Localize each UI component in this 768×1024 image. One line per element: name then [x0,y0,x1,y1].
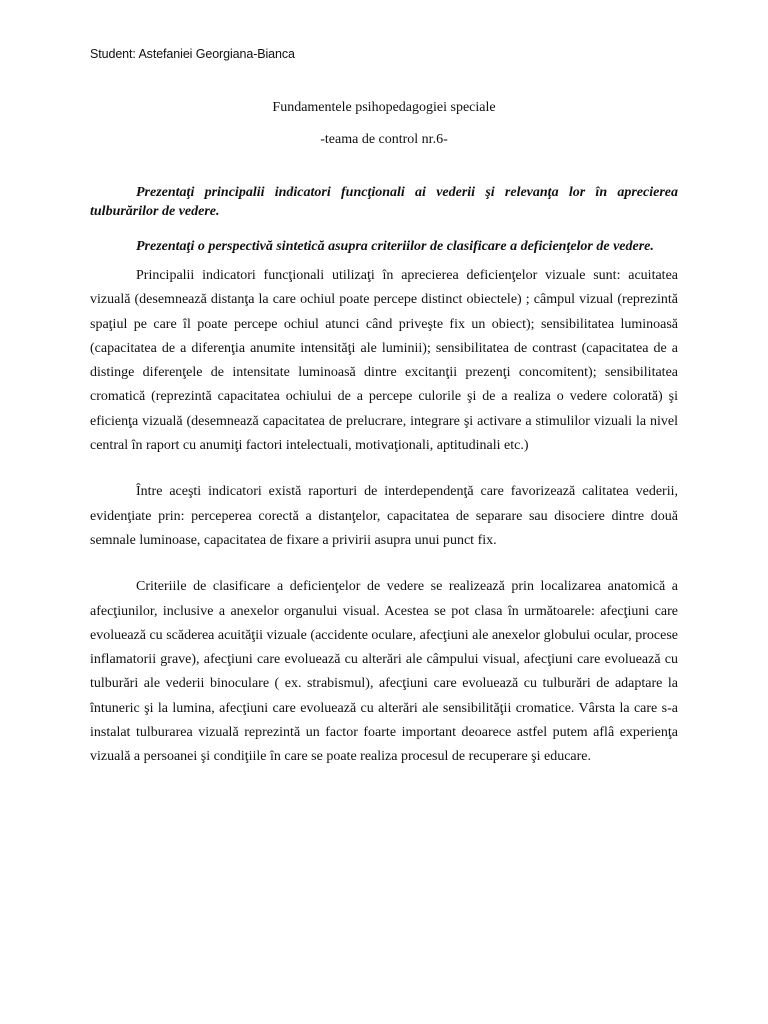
paragraph-1: Principalii indicatori funcţionali utilizaţi în aprecierea deficienţelor vizuale sunt: acuitatea vizuală (desemnează distanţa la care ochiul poate percepe distinct obiectele) ; câmpul vizual (reprezintă spaţiul pe care îl poate percepe ochiul atunci când priveşte fix un obiect); sensibilitatea luminoasă (capacitatea de a diferenţia anumite intensităţi ale luminii); sensibilitatea de contrast (capacitatea de a distinge diferenţele de intensitate luminoasă dintre excitanţii prezenţi concomitent); sensibilitatea cromatică (reprezintă capacitatea ochiului de a percepe culorile şi de a realiza o vedere colorată) şi eficienţa vizuală (desemnează capacitatea de prelucrare, integrare şi activare a stimulilor vizuali la nivel central în raport cu anumiţi factori intelectuali, motivaţionali, aptitudinali etc.) [90,268,678,454]
question-1: Prezentaţi principalii indicatori funcţionali ai vederii şi relevanţa lor în aprecierea tulburărilor de vedere. [90,185,678,219]
document-title: Fundamentele psihopedagogiei speciale [272,100,496,115]
question-2: Prezentaţi o perspectivă sintetică asupra criteriilor de clasificare a deficienţelor de vedere. [136,239,654,254]
document-subtitle: -teama de control nr.6- [320,132,448,147]
paragraph-2: Între aceşti indicatori există raporturi de interdependenţă care favorizează calitatea vederii, evidenţiate prin: perceperea corectă a distanţelor, capacitatea de separare sau disociere dintre două semnale luminoase, capacitatea de fixare a privirii asupra unui punct fix. [90,484,678,548]
student-name: Student: Astefaniei Georgiana-Bianca [90,47,295,61]
paragraph-3: Criteriile de clasificare a deficienţelor de vedere se realizează prin localizarea anatomică a afecţiunilor, inclusive a anexelor organului visual. Acestea se pot clasa în următoarele: afecţiuni care evoluează cu scăderea acuităţii vizuale (accidente oculare, afecţiuni ale anexelor globului ocular, procese inflamatorii grave), afecţiuni care evoluează cu alterări ale câmpului visual, afecţiuni care evoluează cu tulburări ale vederii binoculare ( ex. strabismul), afecţiuni care evoluează cu tulburări de adaptare la întuneric şi la lumina, afecţiuni care evoluează cu alterări ale sensibilităţii cromatice. Vârsta la care s-a instalat tulburarea vizuală reprezintă un factor foarte important deoarece astfel putem aflâ experienţa vizuală a persoanei şi condiţiile în care se poate realiza procesul de recuperare şi educare. [90,579,678,765]
